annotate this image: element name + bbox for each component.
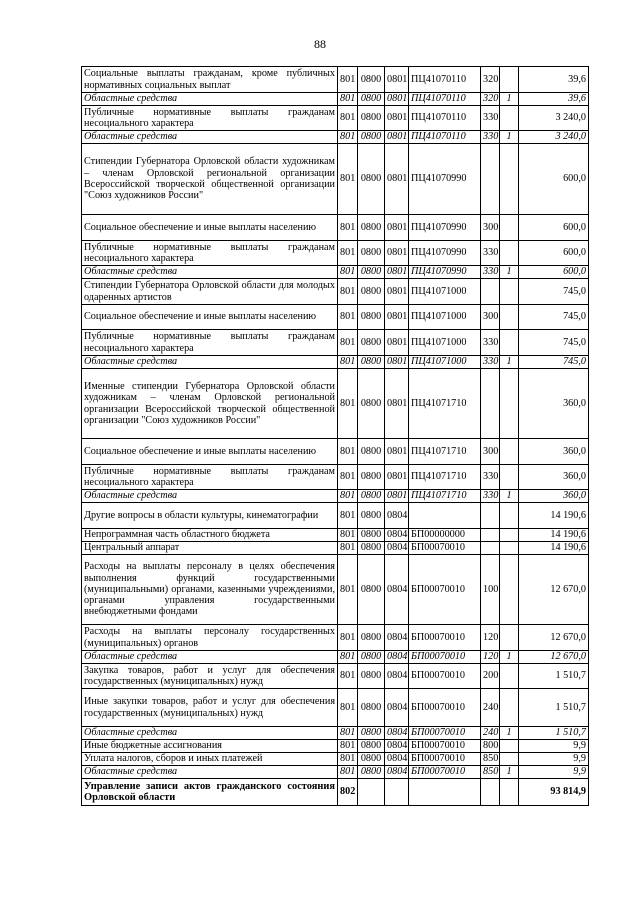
subsection-code-cell: 0804 — [385, 727, 409, 740]
section-code-cell: 0800 — [358, 740, 385, 753]
section-code-cell: 0800 — [358, 356, 385, 369]
funding-source-cell — [500, 625, 519, 651]
target-article-cell — [409, 779, 481, 806]
expense-type-cell: 300 — [481, 305, 500, 330]
expense-type-cell — [481, 542, 500, 555]
expense-name-cell: Социальное обеспечение и иные выплаты населению — [82, 439, 338, 465]
grbs-code-cell: 801 — [338, 215, 358, 241]
target-article-cell: ПЦ41071000 — [409, 279, 481, 305]
subsection-code-cell: 0804 — [385, 503, 409, 529]
subsection-code-cell: 0801 — [385, 93, 409, 106]
section-code-cell: 0800 — [358, 465, 385, 490]
table-row — [82, 369, 589, 439]
expense-name-cell: Социальные выплаты гражданам, кроме публичных нормативных социальных выплат — [82, 67, 338, 93]
expense-type-cell: 300 — [481, 215, 500, 241]
amount-cell: 3 240,0 — [519, 106, 589, 131]
subsection-code-cell: 0804 — [385, 555, 409, 625]
table-row — [82, 305, 589, 330]
grbs-code-cell: 802 — [338, 779, 358, 806]
table-row — [82, 266, 589, 279]
expense-name-cell: Закупка товаров, работ и услуг для обеспечения государственных (муниципальных) нужд — [82, 664, 338, 689]
target-article-cell: ПЦ41070110 — [409, 131, 481, 144]
expense-type-cell — [481, 779, 500, 806]
section-code-cell: 0800 — [358, 439, 385, 465]
section-code-cell: 0800 — [358, 106, 385, 131]
funding-source-cell — [500, 369, 519, 439]
grbs-code-cell: 801 — [338, 503, 358, 529]
funding-source-cell — [500, 241, 519, 266]
funding-source-cell: 1 — [500, 766, 519, 779]
subsection-code-cell — [385, 779, 409, 806]
amount-cell: 1 510,7 — [519, 727, 589, 740]
expense-name-cell: Публичные нормативные выплаты гражданам несоциального характера — [82, 465, 338, 490]
section-code-cell: 0800 — [358, 67, 385, 93]
section-code-cell — [358, 779, 385, 806]
target-article-cell: ПЦ41070110 — [409, 93, 481, 106]
subsection-code-cell: 0804 — [385, 689, 409, 727]
amount-cell: 600,0 — [519, 144, 589, 215]
expense-name-cell: Стипендии Губернатора Орловской области для молодых одаренных артистов — [82, 279, 338, 305]
table-row — [82, 664, 589, 689]
grbs-code-cell: 801 — [338, 67, 358, 93]
expense-type-cell: 240 — [481, 689, 500, 727]
table-row — [82, 651, 589, 664]
target-article-cell: БП00070010 — [409, 727, 481, 740]
subsection-code-cell: 0801 — [385, 490, 409, 503]
expense-type-cell — [481, 279, 500, 305]
expense-name-cell: Публичные нормативные выплаты гражданам несоциального характера — [82, 106, 338, 131]
target-article-cell: БП00070010 — [409, 625, 481, 651]
expense-name-cell: Иные закупки товаров, работ и услуг для обеспечения государственных (муниципальных) нужд — [82, 689, 338, 727]
expense-type-cell: 320 — [481, 93, 500, 106]
target-article-cell: БП00070010 — [409, 753, 481, 766]
amount-cell: 360,0 — [519, 369, 589, 439]
table-row — [82, 490, 589, 503]
subsection-code-cell: 0804 — [385, 625, 409, 651]
expense-type-cell: 330 — [481, 241, 500, 266]
expense-name-cell: Публичные нормативные выплаты гражданам несоциального характера — [82, 241, 338, 266]
subsection-code-cell: 0801 — [385, 67, 409, 93]
subsection-code-cell: 0804 — [385, 740, 409, 753]
expense-type-cell: 200 — [481, 664, 500, 689]
expense-name-cell: Управление записи актов гражданского состояния Орловской области — [82, 779, 338, 806]
grbs-code-cell: 801 — [338, 753, 358, 766]
table-row — [82, 465, 589, 490]
target-article-cell: БП00070010 — [409, 555, 481, 625]
table-row — [82, 279, 589, 305]
amount-cell: 12 670,0 — [519, 625, 589, 651]
amount-cell: 14 190,6 — [519, 529, 589, 542]
funding-source-cell — [500, 67, 519, 93]
target-article-cell: БП00070010 — [409, 542, 481, 555]
table-row — [82, 625, 589, 651]
expense-type-cell — [481, 529, 500, 542]
table-row — [82, 766, 589, 779]
amount-cell: 600,0 — [519, 215, 589, 241]
amount-cell: 9,9 — [519, 753, 589, 766]
expense-type-cell — [481, 503, 500, 529]
section-code-cell: 0800 — [358, 753, 385, 766]
amount-cell: 600,0 — [519, 266, 589, 279]
subsection-code-cell: 0801 — [385, 279, 409, 305]
amount-cell: 360,0 — [519, 490, 589, 503]
expense-type-cell: 850 — [481, 753, 500, 766]
section-code-cell: 0800 — [358, 503, 385, 529]
amount-cell: 14 190,6 — [519, 542, 589, 555]
expense-type-cell: 300 — [481, 439, 500, 465]
expense-name-cell: Расходы на выплаты персоналу государственных (муниципальных) органов — [82, 625, 338, 651]
target-article-cell: ПЦ41070990 — [409, 241, 481, 266]
target-article-cell: ПЦ41071710 — [409, 490, 481, 503]
amount-cell: 12 670,0 — [519, 555, 589, 625]
funding-source-cell — [500, 542, 519, 555]
section-code-cell: 0800 — [358, 542, 385, 555]
table-row — [82, 131, 589, 144]
expense-type-cell: 240 — [481, 727, 500, 740]
table-row — [82, 67, 589, 93]
amount-cell: 12 670,0 — [519, 651, 589, 664]
funding-source-cell: 1 — [500, 266, 519, 279]
subsection-code-cell: 0804 — [385, 753, 409, 766]
amount-cell: 745,0 — [519, 279, 589, 305]
expense-type-cell: 330 — [481, 490, 500, 503]
amount-cell: 1 510,7 — [519, 664, 589, 689]
section-code-cell: 0800 — [358, 330, 385, 356]
target-article-cell: БП00070010 — [409, 651, 481, 664]
subsection-code-cell: 0801 — [385, 241, 409, 266]
subsection-code-cell: 0801 — [385, 369, 409, 439]
funding-source-cell: 1 — [500, 93, 519, 106]
section-code-cell: 0800 — [358, 625, 385, 651]
grbs-code-cell: 801 — [338, 106, 358, 131]
funding-source-cell — [500, 555, 519, 625]
amount-cell: 745,0 — [519, 330, 589, 356]
target-article-cell — [409, 503, 481, 529]
expense-name-cell: Именные стипендии Губернатора Орловской области художникам – членам Орловской региональной организации Всероссийской творческой общественной организации "Союз художников России" — [82, 369, 338, 439]
expense-type-cell: 120 — [481, 651, 500, 664]
funding-source-cell: 1 — [500, 131, 519, 144]
target-article-cell: БП00070010 — [409, 664, 481, 689]
section-code-cell: 0800 — [358, 144, 385, 215]
funding-source-cell: 1 — [500, 490, 519, 503]
subsection-code-cell: 0801 — [385, 439, 409, 465]
funding-source-cell — [500, 215, 519, 241]
funding-source-cell: 1 — [500, 651, 519, 664]
amount-cell: 360,0 — [519, 439, 589, 465]
expense-type-cell: 330 — [481, 266, 500, 279]
funding-source-cell — [500, 305, 519, 330]
expense-name-cell: Областные средства — [82, 727, 338, 740]
target-article-cell: ПЦ41070990 — [409, 144, 481, 215]
grbs-code-cell: 801 — [338, 356, 358, 369]
subsection-code-cell: 0801 — [385, 305, 409, 330]
target-article-cell: БП00000000 — [409, 529, 481, 542]
subsection-code-cell: 0804 — [385, 766, 409, 779]
table-row — [82, 356, 589, 369]
target-article-cell: ПЦ41071710 — [409, 439, 481, 465]
section-code-cell: 0800 — [358, 651, 385, 664]
expense-name-cell: Областные средства — [82, 490, 338, 503]
amount-cell: 745,0 — [519, 305, 589, 330]
table-row — [82, 330, 589, 356]
budget-table — [81, 66, 589, 806]
expense-name-cell: Социальное обеспечение и иные выплаты населению — [82, 305, 338, 330]
funding-source-cell — [500, 503, 519, 529]
expense-name-cell: Областные средства — [82, 766, 338, 779]
expense-name-cell: Уплата налогов, сборов и иных платежей — [82, 753, 338, 766]
funding-source-cell — [500, 465, 519, 490]
grbs-code-cell: 801 — [338, 555, 358, 625]
table-row — [82, 727, 589, 740]
expense-type-cell: 800 — [481, 740, 500, 753]
grbs-code-cell: 801 — [338, 131, 358, 144]
expense-name-cell: Расходы на выплаты персоналу в целях обеспечения выполнения функций государственными (муниципальными) органами, казенными учреждениями, органами управления государственными внебюджетными фондами — [82, 555, 338, 625]
amount-cell: 360,0 — [519, 465, 589, 490]
section-code-cell: 0800 — [358, 766, 385, 779]
amount-cell: 1 510,7 — [519, 689, 589, 727]
funding-source-cell — [500, 753, 519, 766]
grbs-code-cell: 801 — [338, 766, 358, 779]
grbs-code-cell: 801 — [338, 93, 358, 106]
grbs-code-cell: 801 — [338, 369, 358, 439]
section-code-cell: 0800 — [358, 664, 385, 689]
target-article-cell: ПЦ41071710 — [409, 369, 481, 439]
target-article-cell: БП00070010 — [409, 740, 481, 753]
table-row — [82, 529, 589, 542]
target-article-cell: ПЦ41070990 — [409, 215, 481, 241]
amount-cell: 93 814,9 — [519, 779, 589, 806]
funding-source-cell — [500, 439, 519, 465]
table-row — [82, 241, 589, 266]
target-article-cell: ПЦ41070990 — [409, 266, 481, 279]
amount-cell: 39,6 — [519, 67, 589, 93]
grbs-code-cell: 801 — [338, 625, 358, 651]
section-code-cell: 0800 — [358, 369, 385, 439]
subsection-code-cell: 0801 — [385, 144, 409, 215]
section-code-cell: 0800 — [358, 689, 385, 727]
grbs-code-cell: 801 — [338, 330, 358, 356]
table-row — [82, 555, 589, 625]
table-row — [82, 439, 589, 465]
subsection-code-cell: 0801 — [385, 215, 409, 241]
expense-name-cell: Непрограммная часть областного бюджета — [82, 529, 338, 542]
subsection-code-cell: 0801 — [385, 266, 409, 279]
grbs-code-cell: 801 — [338, 439, 358, 465]
funding-source-cell: 1 — [500, 356, 519, 369]
table-row — [82, 689, 589, 727]
funding-source-cell — [500, 279, 519, 305]
expense-name-cell: Другие вопросы в области культуры, кинематографии — [82, 503, 338, 529]
grbs-code-cell: 801 — [338, 241, 358, 266]
amount-cell: 600,0 — [519, 241, 589, 266]
grbs-code-cell: 801 — [338, 266, 358, 279]
grbs-code-cell: 801 — [338, 490, 358, 503]
target-article-cell: ПЦ41071000 — [409, 330, 481, 356]
amount-cell: 745,0 — [519, 356, 589, 369]
target-article-cell: ПЦ41070110 — [409, 67, 481, 93]
table-row — [82, 93, 589, 106]
page-number: 88 — [314, 37, 326, 51]
grbs-code-cell: 801 — [338, 542, 358, 555]
table-row — [82, 503, 589, 529]
section-code-cell: 0800 — [358, 131, 385, 144]
table-row — [82, 740, 589, 753]
table-row — [82, 753, 589, 766]
funding-source-cell — [500, 689, 519, 727]
funding-source-cell — [500, 144, 519, 215]
expense-type-cell: 330 — [481, 330, 500, 356]
subsection-code-cell: 0804 — [385, 542, 409, 555]
grbs-code-cell: 801 — [338, 279, 358, 305]
funding-source-cell — [500, 330, 519, 356]
funding-source-cell — [500, 740, 519, 753]
amount-cell: 3 240,0 — [519, 131, 589, 144]
expense-type-cell: 330 — [481, 465, 500, 490]
section-code-cell: 0800 — [358, 215, 385, 241]
expense-name-cell: Социальное обеспечение и иные выплаты населению — [82, 215, 338, 241]
subsection-code-cell: 0804 — [385, 664, 409, 689]
subsection-code-cell: 0804 — [385, 529, 409, 542]
amount-cell: 14 190,6 — [519, 503, 589, 529]
grbs-code-cell: 801 — [338, 144, 358, 215]
section-code-cell: 0800 — [358, 490, 385, 503]
grbs-code-cell: 801 — [338, 727, 358, 740]
table-row — [82, 106, 589, 131]
expense-type-cell: 330 — [481, 106, 500, 131]
subsection-code-cell: 0801 — [385, 465, 409, 490]
target-article-cell: ПЦ41071000 — [409, 305, 481, 330]
table-row — [82, 144, 589, 215]
grbs-code-cell: 801 — [338, 465, 358, 490]
target-article-cell: БП00070010 — [409, 766, 481, 779]
table-row — [82, 542, 589, 555]
expense-name-cell: Иные бюджетные ассигнования — [82, 740, 338, 753]
section-code-cell: 0800 — [358, 93, 385, 106]
funding-source-cell — [500, 664, 519, 689]
subsection-code-cell: 0801 — [385, 356, 409, 369]
expense-name-cell: Публичные нормативные выплаты гражданам несоциального характера — [82, 330, 338, 356]
funding-source-cell — [500, 106, 519, 131]
target-article-cell: БП00070010 — [409, 689, 481, 727]
funding-source-cell — [500, 779, 519, 806]
expense-name-cell: Областные средства — [82, 131, 338, 144]
table-row — [82, 779, 589, 806]
target-article-cell: ПЦ41070110 — [409, 106, 481, 131]
expense-type-cell — [481, 369, 500, 439]
funding-source-cell: 1 — [500, 727, 519, 740]
amount-cell: 9,9 — [519, 740, 589, 753]
target-article-cell: ПЦ41071000 — [409, 356, 481, 369]
expense-type-cell: 120 — [481, 625, 500, 651]
expense-name-cell: Центральный аппарат — [82, 542, 338, 555]
expense-type-cell: 330 — [481, 131, 500, 144]
expense-type-cell: 320 — [481, 67, 500, 93]
expense-name-cell: Областные средства — [82, 651, 338, 664]
grbs-code-cell: 801 — [338, 529, 358, 542]
section-code-cell: 0800 — [358, 266, 385, 279]
grbs-code-cell: 801 — [338, 651, 358, 664]
section-code-cell: 0800 — [358, 529, 385, 542]
expense-type-cell — [481, 144, 500, 215]
grbs-code-cell: 801 — [338, 664, 358, 689]
grbs-code-cell: 801 — [338, 689, 358, 727]
section-code-cell: 0800 — [358, 241, 385, 266]
table-row — [82, 215, 589, 241]
amount-cell: 39,6 — [519, 93, 589, 106]
section-code-cell: 0800 — [358, 279, 385, 305]
amount-cell: 9,9 — [519, 766, 589, 779]
section-code-cell: 0800 — [358, 305, 385, 330]
grbs-code-cell: 801 — [338, 305, 358, 330]
target-article-cell: ПЦ41071710 — [409, 465, 481, 490]
subsection-code-cell: 0804 — [385, 651, 409, 664]
funding-source-cell — [500, 529, 519, 542]
expense-name-cell: Областные средства — [82, 93, 338, 106]
section-code-cell: 0800 — [358, 727, 385, 740]
expense-type-cell: 330 — [481, 356, 500, 369]
subsection-code-cell: 0801 — [385, 106, 409, 131]
expense-type-cell: 100 — [481, 555, 500, 625]
grbs-code-cell: 801 — [338, 740, 358, 753]
expense-name-cell: Областные средства — [82, 356, 338, 369]
expense-name-cell: Областные средства — [82, 266, 338, 279]
section-code-cell: 0800 — [358, 555, 385, 625]
subsection-code-cell: 0801 — [385, 330, 409, 356]
subsection-code-cell: 0801 — [385, 131, 409, 144]
expense-name-cell: Стипендии Губернатора Орловской области художникам – членам Орловской региональной организации Всероссийской творческой общественной организации "Союз художников России" — [82, 144, 338, 215]
expense-type-cell: 850 — [481, 766, 500, 779]
